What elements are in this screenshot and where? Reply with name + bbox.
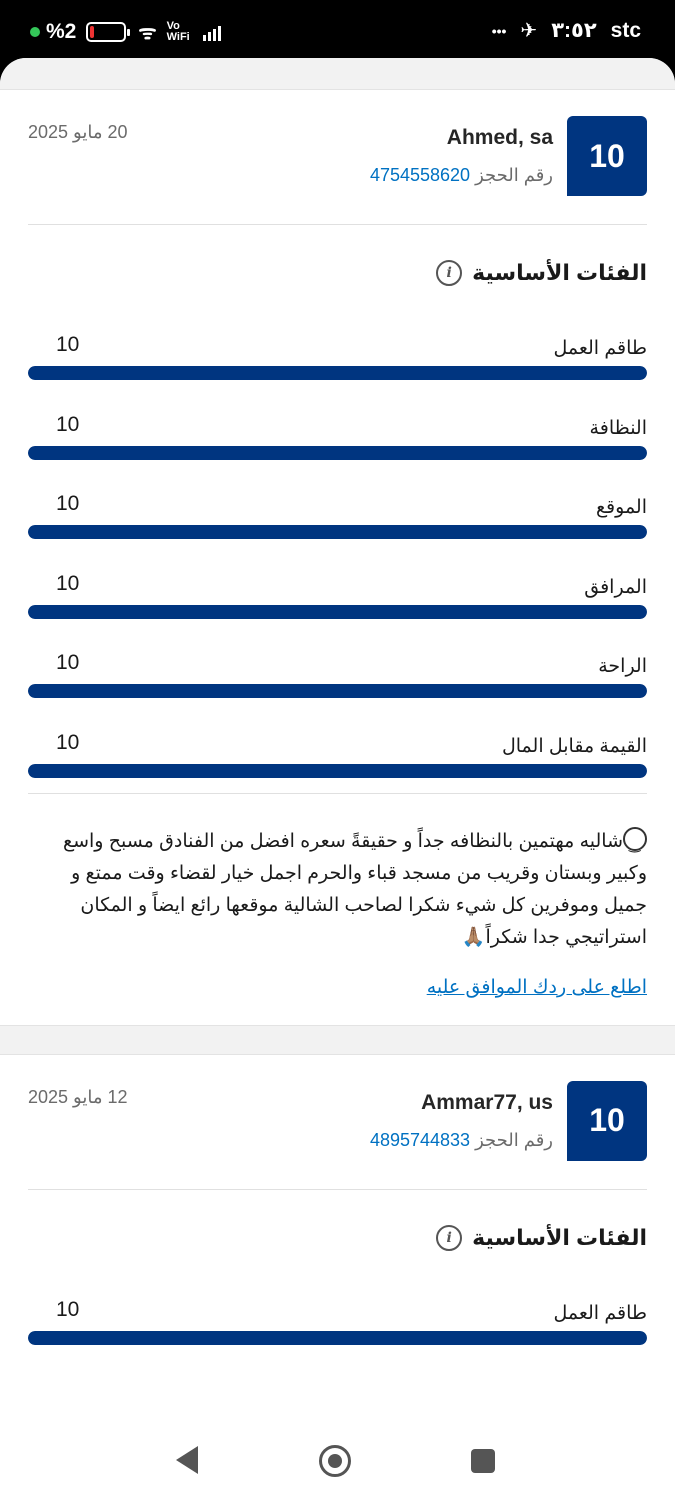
category-bar	[28, 605, 647, 619]
review-comment-text: شاليه مهتمين بالنظافه جداً و حقيقةً سعره افضل من الفنادق مسبح واسع وكبير وبستان وقريب من مسجد قباء والحرم اجمل خيار لقضاء وقت ممتع و جميل وموفرين كل شيء شكرا لصاحب الشالية موقعها رائع ايضاً و المكان استراتيجي جدا شكراً🙏🏽	[62, 830, 647, 948]
categories-title: الفئات الأساسية	[472, 1224, 647, 1250]
category-row	[28, 1297, 647, 1382]
category-label: طاقم العمل	[553, 1302, 647, 1324]
review-card	[0, 90, 675, 999]
review-date: 20 مايو 2025	[28, 122, 128, 142]
booking-label: رقم الحجز	[475, 1129, 553, 1150]
category-row	[28, 492, 647, 576]
category-bar	[28, 1331, 647, 1345]
review-header	[28, 90, 647, 224]
category-bar	[28, 525, 647, 539]
category-value: 10	[56, 412, 80, 436]
status-right	[492, 18, 641, 43]
category-label: النظافة	[589, 417, 647, 439]
category-row	[28, 412, 647, 497]
review-header	[28, 1055, 647, 1189]
review-score-badge: 10	[567, 116, 647, 196]
signal-icon	[203, 23, 221, 41]
category-bar-fill	[28, 684, 647, 698]
category-bar	[28, 366, 647, 380]
category-row	[28, 651, 647, 735]
category-bar-fill	[28, 1331, 647, 1345]
review-separator	[0, 1025, 675, 1055]
category-bar-fill	[28, 764, 647, 778]
category-value: 10	[56, 730, 80, 754]
review-score-badge: 10	[567, 1081, 647, 1161]
category-value: 10	[56, 651, 80, 675]
back-icon[interactable]	[176, 1446, 198, 1474]
clock: ٣:٥٢	[551, 19, 597, 42]
reviewer-name: Ammar77, us	[421, 1090, 553, 1114]
more-dots-icon: •••	[491, 22, 507, 39]
categories-heading	[28, 259, 647, 287]
smiley-icon	[623, 827, 647, 851]
category-value: 10	[56, 492, 80, 516]
info-icon[interactable]: i	[436, 1225, 462, 1251]
status-left	[30, 18, 221, 45]
category-label: الموقع	[595, 497, 647, 519]
category-bar	[28, 446, 647, 460]
notification-dot-icon	[30, 27, 40, 37]
category-bar-fill	[28, 366, 647, 380]
category-label: طاقم العمل	[553, 338, 647, 359]
category-label: القيمة مقابل المال	[501, 735, 647, 757]
category-list	[28, 333, 647, 793]
divider	[28, 793, 647, 794]
booking-label: رقم الحجز	[475, 165, 553, 185]
category-bar	[28, 764, 647, 778]
home-icon[interactable]	[319, 1445, 351, 1477]
review-comment	[28, 826, 647, 954]
sheet-header-band	[0, 58, 675, 90]
booking-number-link[interactable]: 4895744833	[369, 1129, 471, 1150]
category-bar-fill	[28, 446, 647, 460]
hotspot-icon: ✈	[520, 20, 538, 42]
review-card	[0, 1055, 675, 1382]
category-row	[28, 333, 647, 417]
categories-heading	[28, 1224, 647, 1252]
reviews-sheet[interactable]	[0, 58, 675, 1420]
categories-title: الفئات الأساسية	[472, 260, 647, 285]
battery-percent: %2	[46, 19, 77, 43]
review-date: 12 مايو 2025	[28, 1086, 128, 1107]
category-bar-fill	[28, 525, 647, 539]
category-value: 10	[56, 571, 80, 595]
category-list	[28, 1297, 647, 1382]
booking-number-link[interactable]: 4754558620	[369, 165, 471, 185]
view-reply-link[interactable]: اطلع على ردك الموافق عليه	[426, 976, 647, 998]
system-nav-bar	[0, 1420, 675, 1500]
divider	[28, 1189, 647, 1190]
status-bar	[0, 0, 675, 62]
category-bar	[28, 684, 647, 698]
category-value: 10	[56, 333, 80, 356]
vowifi-label: Vo WiFi	[166, 19, 190, 43]
wifi-icon: ᯤ	[138, 22, 157, 44]
category-bar-fill	[28, 605, 647, 619]
divider	[28, 224, 647, 225]
category-row	[28, 571, 647, 656]
recent-apps-icon[interactable]	[471, 1449, 495, 1473]
carrier-name: stc	[610, 18, 641, 42]
reviewer-name: Ahmed, sa	[446, 126, 553, 149]
category-label: الراحة	[598, 656, 647, 678]
info-icon[interactable]: i	[436, 260, 462, 286]
battery-icon	[86, 22, 126, 42]
category-row	[28, 730, 647, 793]
booking-info	[370, 1130, 553, 1151]
category-value: 10	[56, 1297, 80, 1321]
booking-info	[370, 165, 553, 186]
category-label: المرافق	[584, 576, 647, 598]
